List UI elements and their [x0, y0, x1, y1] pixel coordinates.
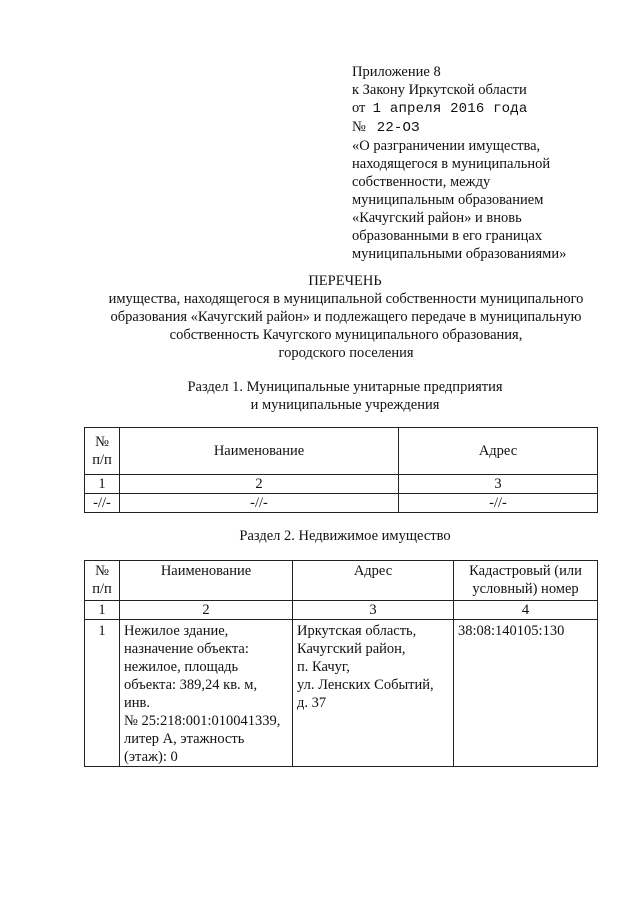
table-cell: -//-	[120, 494, 399, 513]
column-number: 2	[120, 601, 293, 620]
document-subtitle	[66, 290, 626, 362]
row-name-line: назначение объекта:	[124, 641, 249, 657]
row-address-line: п. Качуг,	[297, 659, 350, 675]
row-name-line: Нежилое здание,	[124, 623, 229, 639]
section1-table	[84, 427, 598, 513]
row-address-line: ул. Ленских Событий,	[297, 677, 434, 693]
row-name-line: литер А, этажность	[124, 731, 245, 747]
appendix-number: 22-ОЗ	[376, 120, 420, 136]
law-title-line: собственности, между	[352, 174, 491, 190]
law-title-line: образованными в его границах	[352, 228, 543, 244]
table-header-row	[85, 561, 598, 601]
appendix-number-prefix: №	[352, 119, 366, 135]
law-title-line: «О разграничении имущества,	[352, 138, 541, 154]
row-address-line: Качугский район,	[297, 641, 406, 657]
subtitle-line: собственность Качугского муниципального образования,	[169, 327, 523, 343]
appendix-title: Приложение 8	[352, 64, 441, 80]
section1-title-line: и муниципальные учреждения	[250, 397, 440, 413]
table-header-row	[85, 428, 598, 475]
appendix-date: 1 апреля 2016 года	[372, 101, 528, 117]
row-name	[120, 620, 293, 767]
header-address: Адрес	[399, 428, 598, 475]
header-num	[85, 428, 120, 475]
section1-title	[60, 378, 630, 414]
column-number: 3	[399, 475, 598, 494]
column-number: 2	[120, 475, 399, 494]
document-title: ПЕРЕЧЕНЬ	[308, 273, 382, 289]
header-name: Наименование	[120, 561, 293, 601]
law-title-line: «Качугский район» и вновь	[352, 210, 522, 226]
row-name-line: инв.	[124, 695, 150, 711]
header-name: Наименование	[120, 428, 399, 475]
row-name-line: объекта: 389,24 кв. м,	[124, 677, 258, 693]
row-number: 1	[85, 620, 120, 767]
appendix-block	[352, 63, 622, 263]
row-name-line: (этаж): 0	[124, 749, 178, 765]
row-cadastral: 38:08:140105:130	[454, 620, 598, 767]
table-row	[85, 620, 598, 767]
appendix-date-prefix: от	[352, 100, 366, 116]
header-num-line: №	[95, 434, 109, 450]
section1-title-line: Раздел 1. Муниципальные унитарные предприятия	[187, 379, 503, 395]
header-cadastral-line: Кадастровый (или	[469, 563, 582, 579]
header-num	[85, 561, 120, 601]
row-name-line: нежилое, площадь	[124, 659, 239, 675]
appendix-law-of: к Закону Иркутской области	[352, 82, 527, 98]
law-title-line: находящегося в муниципальной	[352, 156, 551, 172]
table-row	[85, 494, 598, 513]
column-number: 4	[454, 601, 598, 620]
subtitle-line: образования «Качугский район» и подлежащего передаче в муниципальную	[110, 309, 582, 325]
table-cell: -//-	[85, 494, 120, 513]
column-number: 1	[85, 601, 120, 620]
appendix-date-line	[352, 99, 622, 118]
header-num-line: п/п	[92, 581, 112, 597]
row-address-line: Иркутская область,	[297, 623, 417, 639]
header-cadastral	[454, 561, 598, 601]
row-address-line: д. 37	[297, 695, 327, 711]
column-number: 1	[85, 475, 120, 494]
table-column-numbers-row	[85, 601, 598, 620]
law-title-line: муниципальным образованием	[352, 192, 544, 208]
table-column-numbers-row	[85, 475, 598, 494]
appendix-number-line	[352, 118, 622, 137]
subtitle-line: имущества, находящегося в муниципальной собственности муниципального	[108, 291, 584, 307]
law-title-line: муниципальными образованиями»	[352, 246, 567, 262]
column-number: 3	[293, 601, 454, 620]
table-cell: -//-	[399, 494, 598, 513]
section2-title: Раздел 2. Недвижимое имущество	[239, 528, 451, 544]
header-cadastral-line: условный) номер	[472, 581, 579, 597]
header-num-line: п/п	[92, 452, 112, 468]
row-address	[293, 620, 454, 767]
header-num-line: №	[95, 563, 109, 579]
section2-table	[84, 560, 598, 767]
row-name-line: № 25:218:001:010041339,	[124, 713, 281, 729]
header-address: Адрес	[293, 561, 454, 601]
subtitle-line: городского поселения	[278, 345, 414, 361]
